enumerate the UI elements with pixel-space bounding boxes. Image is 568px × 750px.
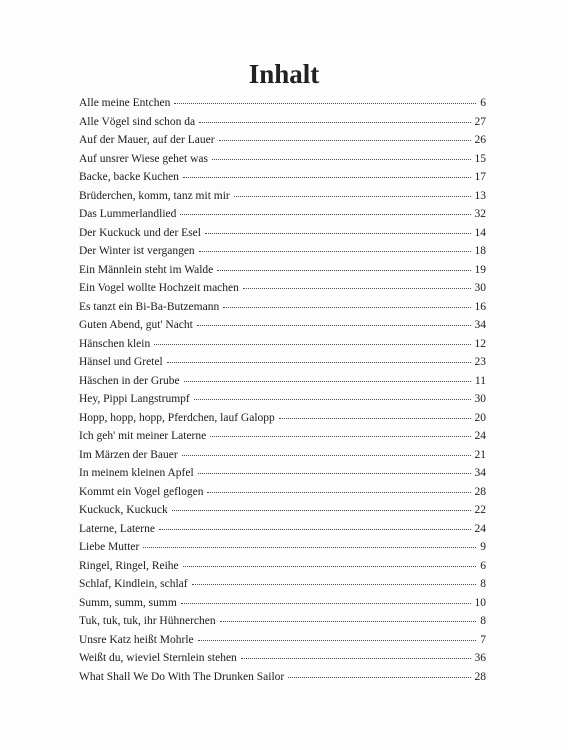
toc-entry [79, 131, 486, 150]
toc-entry-title: Hopp, hopp, hopp, Pferdchen, lauf Galopp [79, 411, 275, 424]
toc-entry-title: Auf unsrer Wiese gehet was [79, 152, 208, 165]
toc-entry [79, 94, 486, 113]
dot-leader [199, 122, 470, 123]
toc-entry-title: Hey, Pippi Langstrumpf [79, 393, 190, 405]
toc-entry-page-number: 30 [474, 282, 486, 294]
toc-entry [79, 279, 486, 298]
toc-entry-title: Häschen in der Grube [79, 374, 180, 387]
dot-leader [198, 640, 477, 641]
toc-entry-page-number: 8 [480, 578, 486, 590]
toc-entry [79, 205, 486, 224]
toc-entry [79, 631, 486, 650]
toc-entry [79, 224, 486, 243]
toc-entry-page-number: 6 [480, 559, 486, 572]
toc-entry [79, 446, 486, 465]
toc-entry-title: Auf der Mauer, auf der Lauer [79, 134, 215, 146]
toc-entry-page-number: 11 [474, 374, 486, 387]
toc-entry [79, 668, 486, 687]
toc-entry-title: Das Lummerlandlied [79, 208, 177, 220]
toc-entry-title: Unsre Katz heißt Mohrle [79, 633, 194, 646]
dot-leader [167, 362, 471, 363]
toc-entry-title: Ein Männlein steht im Walde [79, 263, 214, 276]
toc-entry-title: Kuckuck, Kuckuck [79, 504, 168, 516]
toc-entry [79, 335, 486, 354]
toc-entry-title: Es tanzt ein Bi-Ba-Butzemann [79, 300, 220, 313]
toc-entry-page-number: 22 [474, 504, 486, 516]
toc-entry-page-number: 15 [474, 152, 486, 165]
toc-entry-title: Ich geh' mit meiner Laterne [79, 430, 207, 442]
dot-leader [174, 103, 476, 104]
toc-entry-page-number: 28 [474, 485, 486, 498]
toc-entry [79, 187, 486, 206]
toc-entry [79, 353, 486, 372]
dot-leader [143, 547, 476, 548]
dot-leader [181, 603, 471, 604]
toc-entry-page-number: 32 [474, 208, 486, 220]
dot-leader [205, 233, 471, 234]
toc-entry-title: Im Märzen der Bauer [79, 448, 178, 461]
toc-entry-title: Der Winter ist vergangen [79, 245, 195, 257]
dot-leader [154, 344, 470, 345]
toc-entry-title: Liebe Mutter [79, 541, 140, 553]
toc-entry-title: Schlaf, Kindlein, schlaf [79, 578, 188, 590]
toc-entry [79, 612, 486, 631]
toc-entry-page-number: 7 [480, 633, 486, 646]
dot-leader [198, 473, 471, 474]
dot-leader [172, 510, 471, 511]
toc-entry [79, 557, 486, 576]
toc-entry-page-number: 24 [474, 430, 486, 442]
toc-entry-page-number: 16 [474, 300, 486, 313]
toc-entry-page-number: 28 [474, 670, 486, 683]
dot-leader [182, 455, 471, 456]
toc-entry-title: Ringel, Ringel, Reihe [79, 559, 179, 572]
toc-entry-page-number: 12 [474, 337, 486, 350]
toc-entry-title: Backe, backe Kuchen [79, 171, 179, 183]
dot-leader [220, 621, 477, 622]
dot-leader [197, 325, 471, 326]
toc-entry-page-number: 30 [474, 393, 486, 405]
toc-entry-title: Hänschen klein [79, 337, 151, 350]
dot-leader [184, 381, 471, 382]
toc-entry [79, 427, 486, 446]
toc-entry [79, 150, 486, 169]
toc-entry-page-number: 34 [474, 319, 486, 331]
dot-leader [241, 658, 471, 659]
toc-entry-page-number: 18 [474, 245, 486, 257]
toc-entry [79, 372, 486, 391]
toc-entry-title: In meinem kleinen Apfel [79, 467, 194, 479]
toc-entry [79, 520, 486, 539]
toc-entry-page-number: 27 [474, 115, 486, 128]
toc-entry [79, 261, 486, 280]
toc-entry-page-number: 34 [474, 467, 486, 479]
dot-leader [192, 584, 477, 585]
toc-entry-page-number: 17 [474, 171, 486, 183]
toc-entry [79, 316, 486, 335]
dot-leader [210, 436, 470, 437]
toc-entry [79, 298, 486, 317]
toc-entry-page-number: 20 [474, 411, 486, 424]
toc-entry-page-number: 10 [474, 596, 486, 609]
dot-leader [243, 288, 471, 289]
toc-entry-page-number: 36 [474, 652, 486, 664]
toc-entry-title: Brüderchen, komm, tanz mit mir [79, 189, 230, 202]
dot-leader [219, 140, 471, 141]
toc-entry [79, 483, 486, 502]
toc-entry [79, 464, 486, 483]
toc-entry-page-number: 9 [480, 541, 486, 553]
toc-entry-title: Alle meine Entchen [79, 97, 171, 109]
dot-leader [234, 196, 471, 197]
toc-entry-title: Alle Vögel sind schon da [79, 115, 196, 128]
toc-entry [79, 390, 486, 409]
toc-entry-page-number: 24 [474, 522, 486, 535]
toc-entry [79, 575, 486, 594]
toc-entry [79, 594, 486, 613]
dot-leader [180, 214, 470, 215]
dot-leader [183, 566, 477, 567]
toc-entry-page-number: 19 [474, 263, 486, 276]
toc-entry-title: Weißt du, wieviel Sternlein stehen [79, 652, 237, 664]
toc-entry [79, 409, 486, 428]
toc-entry-title: Laterne, Laterne [79, 522, 155, 535]
toc-entry-title: Guten Abend, gut' Nacht [79, 319, 193, 331]
dot-leader [279, 418, 471, 419]
toc-entry [79, 242, 486, 261]
dot-leader [194, 399, 471, 400]
toc-entry-title: Tuk, tuk, tuk, ihr Hühnerchen [79, 615, 216, 627]
toc-entry-page-number: 8 [480, 615, 486, 627]
toc-entry-title: What Shall We Do With The Drunken Sailor [79, 670, 285, 683]
dot-leader [207, 492, 470, 493]
toc-entry [79, 649, 486, 668]
toc-entry [79, 501, 486, 520]
dot-leader [223, 307, 470, 308]
toc-entry-title: Ein Vogel wollte Hochzeit machen [79, 282, 239, 294]
toc-entry-page-number: 21 [474, 448, 486, 461]
toc-entry-page-number: 13 [474, 189, 486, 202]
toc-entry [79, 113, 486, 132]
toc-entry [79, 168, 486, 187]
dot-leader [288, 677, 470, 678]
table-of-contents [79, 94, 486, 686]
dot-leader [159, 529, 471, 530]
toc-entry-page-number: 23 [474, 356, 486, 368]
toc-entry-page-number: 26 [474, 134, 486, 146]
dot-leader [212, 159, 471, 160]
toc-entry-page-number: 6 [480, 97, 486, 109]
dot-leader [217, 270, 470, 271]
toc-entry-title: Summ, summ, summ [79, 596, 177, 609]
dot-leader [199, 251, 471, 252]
toc-entry-title: Kommt ein Vogel geflogen [79, 485, 204, 498]
toc-entry-title: Hänsel und Gretel [79, 356, 163, 368]
toc-entry [79, 538, 486, 557]
dot-leader [183, 177, 471, 178]
toc-entry-title: Der Kuckuck und der Esel [79, 226, 201, 239]
toc-entry-page-number: 14 [474, 226, 486, 239]
page-title: Inhalt [248, 59, 320, 90]
